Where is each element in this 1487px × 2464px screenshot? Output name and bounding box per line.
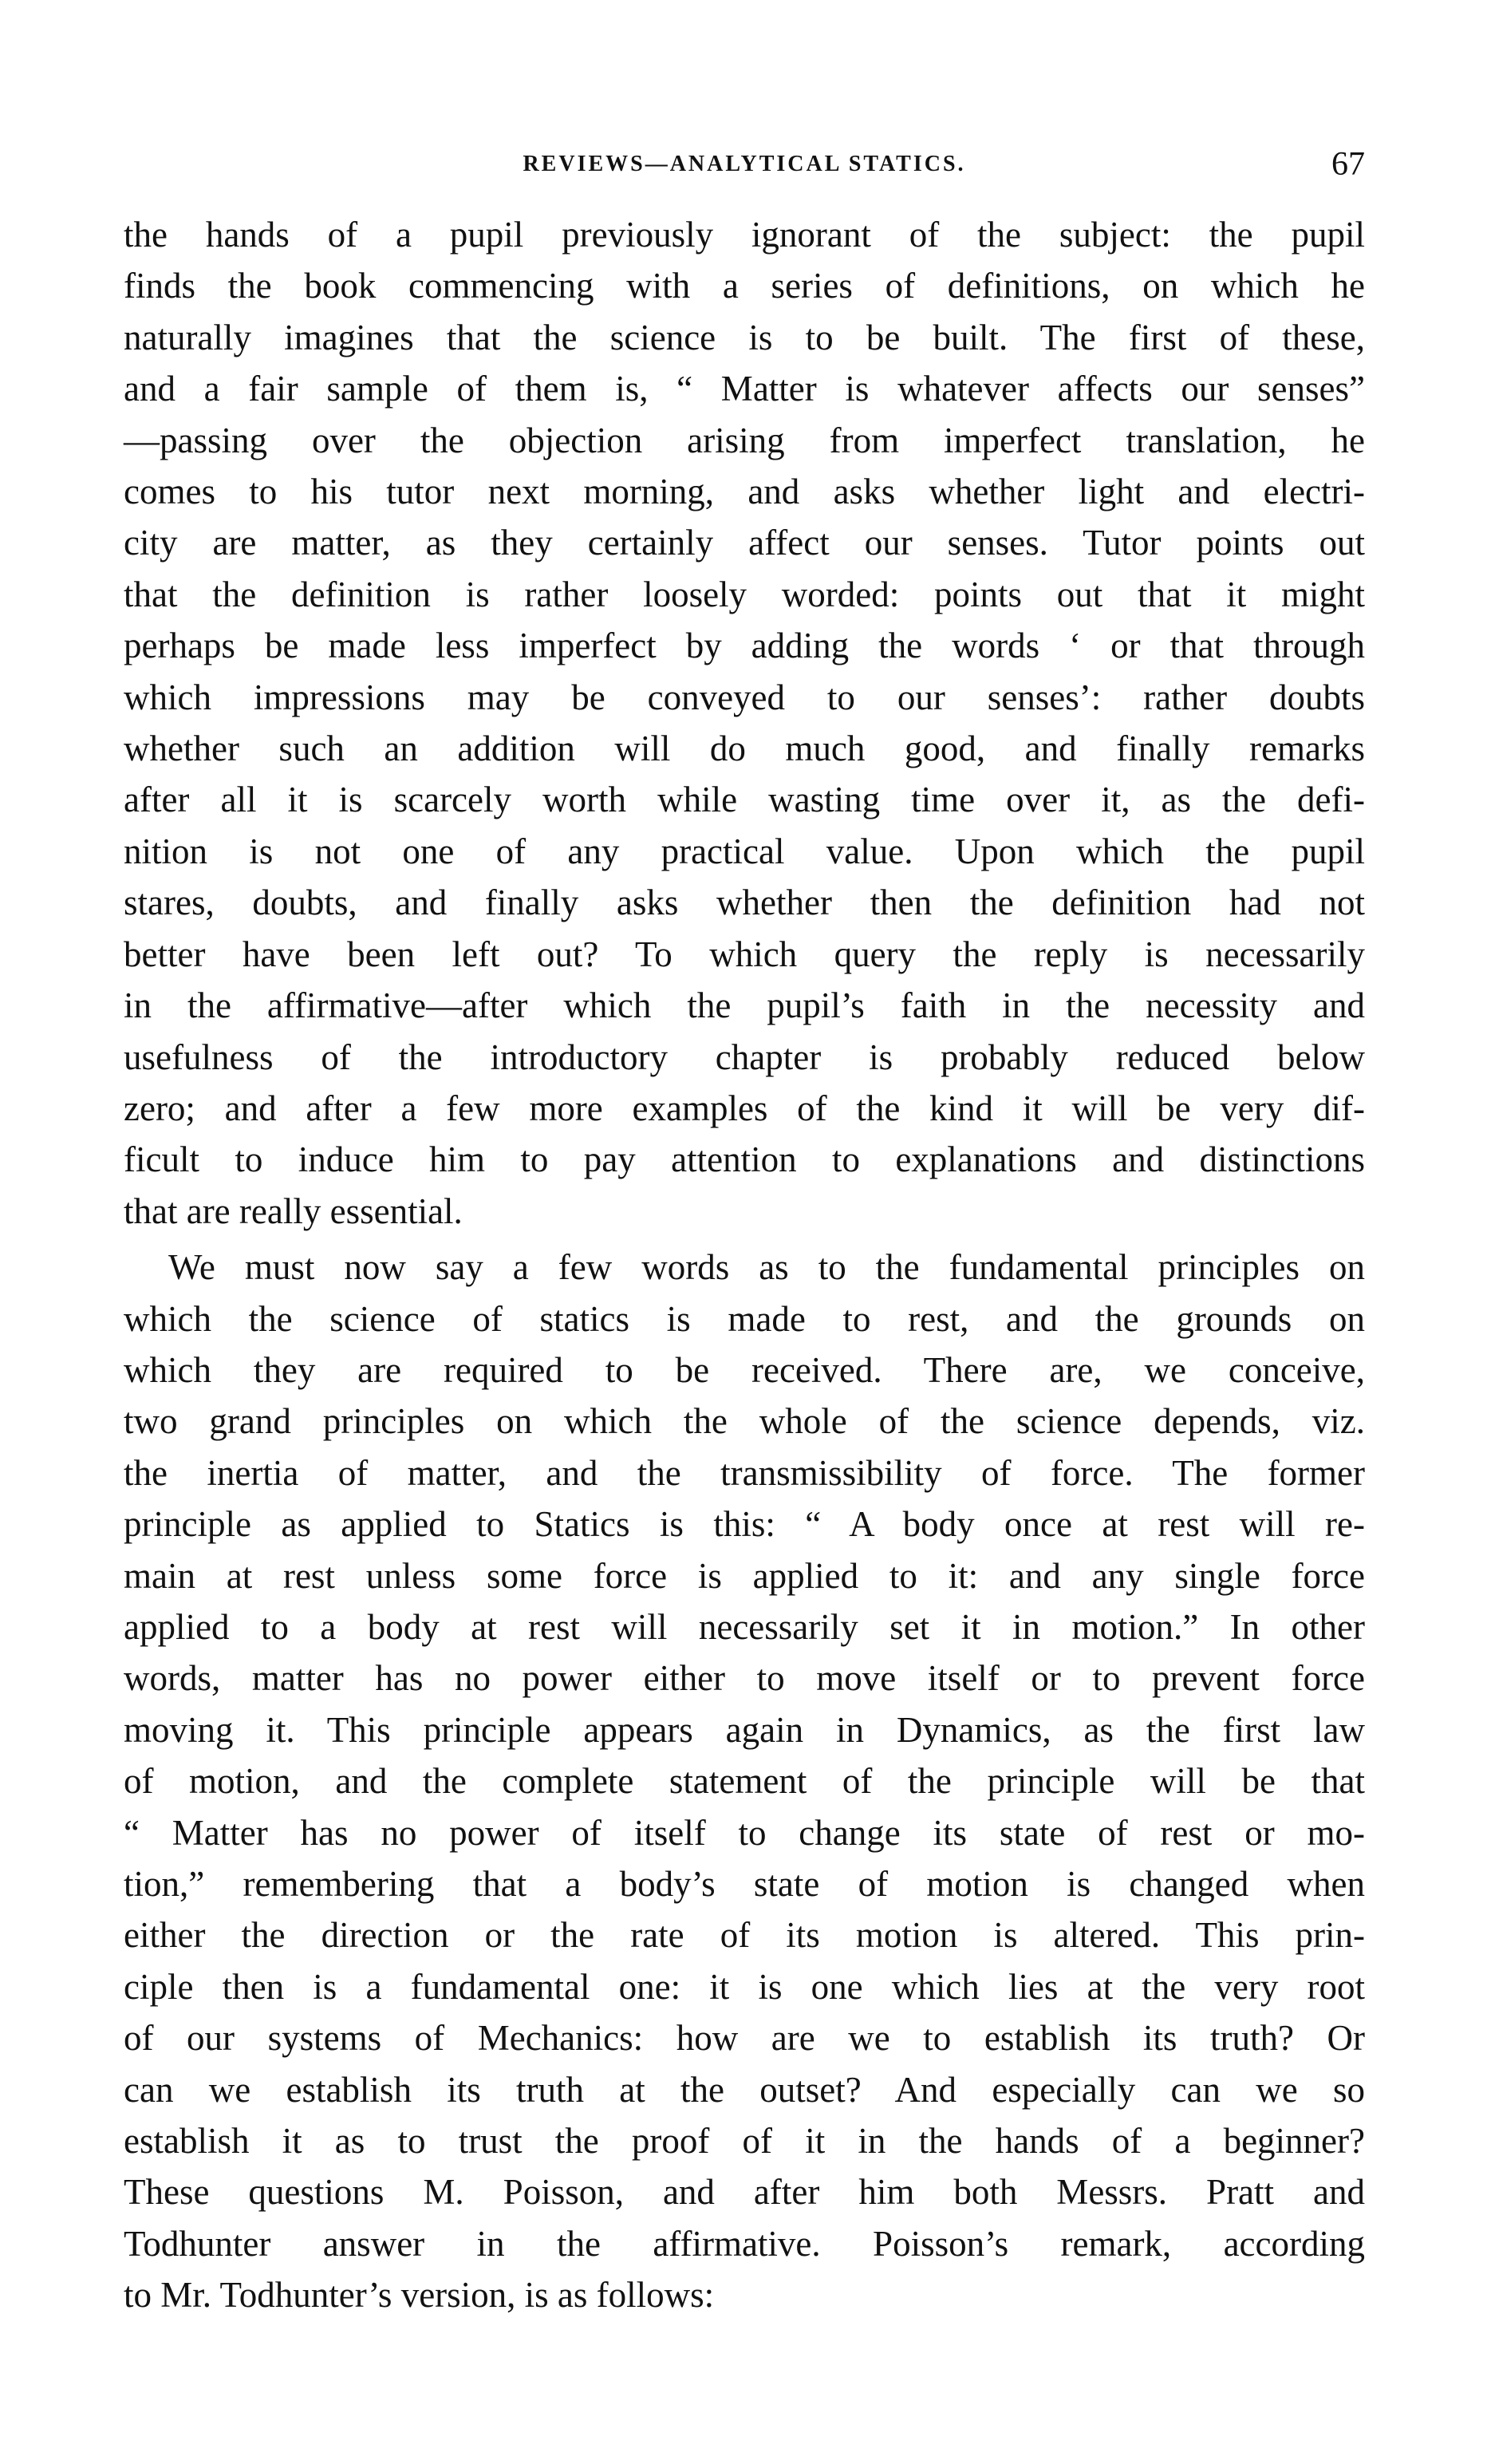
text-line: either the direction or the rate of its motion is altered. This prin- bbox=[124, 1915, 1365, 1956]
text-line: Todhunter answer in the affirmative. Poisson’s remark, according bbox=[124, 2223, 1365, 2264]
text-line: the hands of a pupil previously ignorant of the subject: the pupil bbox=[124, 215, 1365, 255]
text-line: which the science of statics is made to rest, and the grounds on bbox=[124, 1298, 1365, 1339]
text-line: which impressions may be conveyed to our senses’: rather doubts bbox=[124, 677, 1365, 717]
text-line: perhaps be made less imperfect by adding the words ‘ or that through bbox=[124, 626, 1365, 666]
text-line: in the affirmative—after which the pupil’s faith in the necessity and bbox=[124, 985, 1365, 1026]
text-line: main at rest unless some force is applied to it: and any single force bbox=[124, 1555, 1365, 1596]
text-line: whether such an addition will do much good, and finally remarks bbox=[124, 729, 1365, 769]
text-line: tion,” remembering that a body’s state of motion is changed when bbox=[124, 1864, 1365, 1904]
text-line: that are really essential. bbox=[124, 1191, 463, 1231]
text-line: finds the book commencing with a series of definitions, on which he bbox=[124, 266, 1365, 306]
text-line: moving it. This principle appears again in Dynamics, as the first law bbox=[124, 1709, 1365, 1750]
text-line: nition is not one of any practical value. Upon which the pupil bbox=[124, 831, 1365, 871]
text-line: city are matter, as they certainly affect our senses. Tutor points out bbox=[124, 523, 1365, 563]
paragraph bbox=[124, 209, 1365, 1237]
text-line: principle as applied to Statics is this: “ A body once at rest will re- bbox=[124, 1504, 1365, 1545]
text-line: These questions M. Poisson, and after him both Messrs. Pratt and bbox=[124, 2172, 1365, 2213]
text-line: can we establish its truth at the outset? And especially can we so bbox=[124, 2069, 1365, 2110]
paragraph bbox=[124, 1242, 1365, 2321]
text-line: of motion, and the complete statement of the principle will be that bbox=[124, 1761, 1365, 1802]
text-line: comes to his tutor next morning, and asks whether light and electri- bbox=[124, 472, 1365, 512]
text-line: of our systems of Mechanics: how are we to establish its truth? Or bbox=[124, 2018, 1365, 2059]
text-line: to Mr. Todhunter’s version, is as follows: bbox=[124, 2275, 715, 2316]
text-line: better have been left out? To which query the reply is necessarily bbox=[124, 934, 1365, 974]
text-line: two grand principles on which the whole of the science depends, viz. bbox=[124, 1401, 1365, 1442]
text-line: and a fair sample of them is, “ Matter is whatever affects our senses” bbox=[124, 369, 1365, 409]
text-line: words, matter has no power either to move itself or to prevent force bbox=[124, 1658, 1365, 1699]
text-line: applied to a body at rest will necessarily set it in motion.” In other bbox=[124, 1606, 1365, 1647]
running-title: REVIEWS—ANALYTICAL STATICS. bbox=[523, 152, 966, 176]
text-line: the inertia of matter, and the transmissibility of force. The former bbox=[124, 1452, 1365, 1493]
text-line: establish it as to trust the proof of it in the hands of a beginner? bbox=[124, 2121, 1365, 2162]
text-line: zero; and after a few more examples of the kind it will be very dif- bbox=[124, 1088, 1365, 1128]
text-line: that the definition is rather loosely worded: points out that it might bbox=[124, 574, 1365, 614]
text-line: We must now say a few words as to the fundamental principles on bbox=[168, 1247, 1365, 1288]
text-line: “ Matter has no power of itself to change its state of rest or mo- bbox=[124, 1812, 1365, 1853]
text-line: ciple then is a fundamental one: it is one which lies at the very root bbox=[124, 1966, 1365, 2007]
text-line: ficult to induce him to pay attention to explanations and distinctions bbox=[124, 1139, 1365, 1180]
body-text bbox=[124, 209, 1365, 2321]
text-line: stares, doubts, and finally asks whether then the definition had not bbox=[124, 883, 1365, 923]
text-line: naturally imagines that the science is to be built. The first of these, bbox=[124, 317, 1365, 357]
text-line: which they are required to be received. There are, we conceive, bbox=[124, 1349, 1365, 1390]
text-line: usefulness of the introductory chapter is probably reduced below bbox=[124, 1037, 1365, 1077]
page-number: 67 bbox=[1331, 146, 1365, 183]
text-line: —passing over the objection arising from imperfect translation, he bbox=[124, 420, 1365, 460]
text-line: after all it is scarcely worth while wasting time over it, as the defi- bbox=[124, 780, 1365, 820]
page-header bbox=[124, 140, 1365, 188]
